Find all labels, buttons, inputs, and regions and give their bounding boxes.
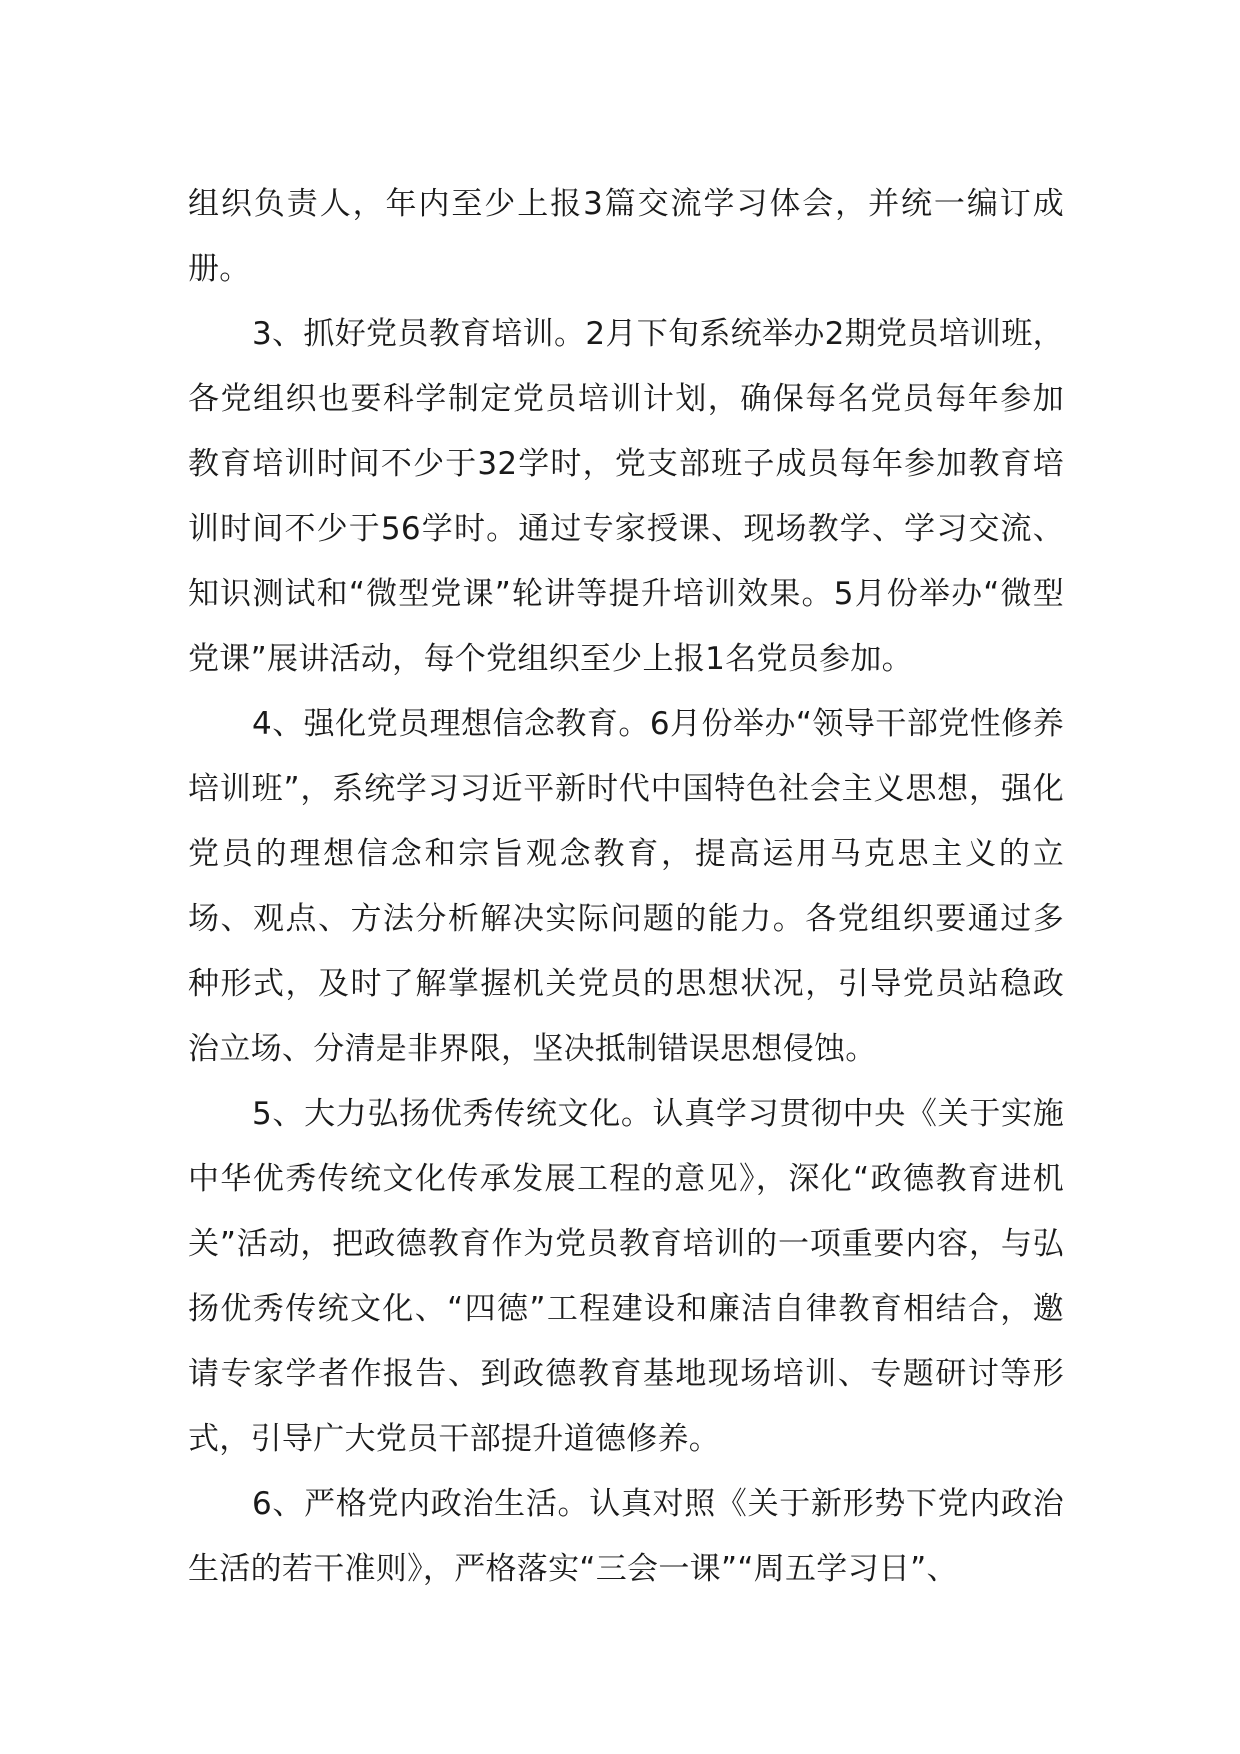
paragraph-item-6: 6、严格党内政治生活。认真对照《关于新形势下党内政治生活的若干准则》，严格落实“三会一课”“周五学习日”、	[188, 1486, 1064, 1587]
document-body	[188, 172, 1064, 1602]
paragraph-item-4: 4、强化党员理想信念教育。6月份举办“领导干部党性修养培训班”，系统学习习近平新时代中国特色社会主义思想，强化党员的理想信念和宗旨观念教育，提高运用马克思主义的立场、观点、方法分析解决实际问题的能力。各党组织要通过多种形式，及时了解掌握机关党员的思想状况，引导党员站稳政治立场、分清是非界限，坚决抵制错误思想侵蚀。	[188, 706, 1064, 1067]
paragraph-item-3: 3、抓好党员教育培训。2月下旬系统举办2期党员培训班，各党组织也要科学制定党员培训计划，确保每名党员每年参加教育培训时间不少于32学时，党支部班子成员每年参加教育培训时间不少于56学时。通过专家授课、现场教学、学习交流、知识测试和“微型党课”轮讲等提升培训效果。5月份举办“微型党课”展讲活动，每个党组织至少上报1名党员参加。	[188, 316, 1064, 677]
paragraph-item-5: 5、大力弘扬优秀传统文化。认真学习贯彻中央《关于实施中华优秀传统文化传承发展工程的意见》，深化“政德教育进机关”活动，把政德教育作为党员教育培训的一项重要内容，与弘扬优秀传统文化、“四德”工程建设和廉洁自律教育相结合，邀请专家学者作报告、到政德教育基地现场培训、专题研讨等形式，引导广大党员干部提升道德修养。	[188, 1096, 1064, 1457]
paragraph-continuation: 组织负责人，年内至少上报3篇交流学习体会，并统一编订成册。	[188, 186, 1064, 287]
